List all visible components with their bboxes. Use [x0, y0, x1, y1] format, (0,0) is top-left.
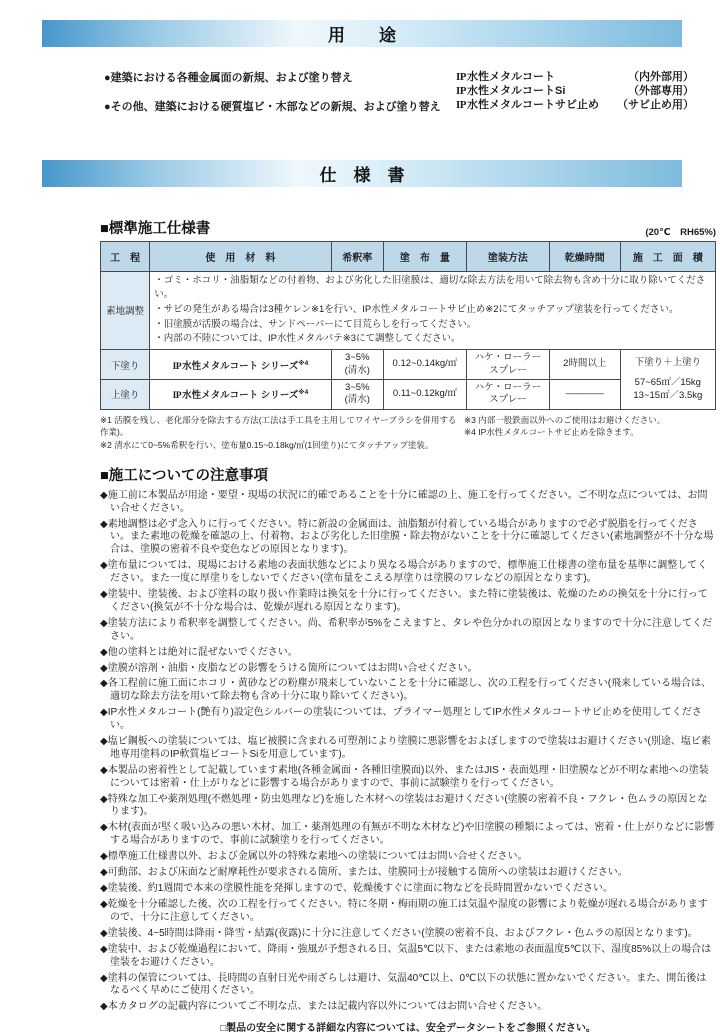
- col-header-coverage: 塗 布 量: [383, 241, 466, 271]
- product-row: [456, 71, 694, 85]
- dilution-cell: 3~5% (清水): [331, 350, 383, 380]
- prep-line: ・旧塗膜が活膜の場合は、サンドペーパーにて目荒らしを行ってください。: [154, 318, 477, 330]
- material-cell: IP水性メタルコート シリーズ$^{※4}$: [150, 350, 331, 380]
- coverage-area-cell: [620, 350, 715, 409]
- usage-section: [104, 71, 720, 130]
- dilution-cell: 3~5% (清水): [331, 379, 383, 409]
- precaution-item: ◆塗装後、約1週間で本来の塗膜性能を発揮しますので、乾燥後すぐに塗面に物などを長時間置かないでください。: [100, 883, 614, 895]
- precaution-item: ◆IP水性メタルコート(艶有り)設定色シルバーの塗装については、プライマー処理としてIP水性メタルコートサビ止めを使用してください。: [100, 707, 702, 732]
- footnote-ref: ※4: [298, 389, 309, 397]
- spec-heading-row: [100, 217, 716, 238]
- col-header-drying: 乾燥時間: [549, 241, 620, 271]
- prep-line: ・サビの発生がある場合は3種ケレン※1を行い、IP水性メタルコートサビ止め※2にてタッチアップ塗装を行ってください。: [154, 304, 679, 316]
- drying-cell: 2時間以上: [549, 350, 620, 380]
- process-label: 下塗り: [101, 350, 150, 380]
- precaution-item: ◆本製品の密着性として記載しています素地(各種金属面・各種旧塗膜面)以外、またはJIS・表面処理・旧塗膜などが不明な素地への塗装については密着・仕上がりなどに影響する場合がありますので、事前に試験塗りを行ってください。: [100, 764, 709, 789]
- product-category: （サビ止め用）: [617, 98, 694, 111]
- drying-cell: ――――: [549, 379, 620, 409]
- precaution-item: ◆施工前に本製品が用途・要望・現場の状況に的確であることを十分に確認の上、施工を行ってください。ご不明な点については、お問い合せください。: [100, 489, 708, 514]
- footnote-ref: ※4: [298, 359, 309, 367]
- precaution-item: ◆塗装中、および乾燥過程において、降雨・強風が予想される日、気温5℃以下、または素地の表面温度5℃以下、湿度85%以上の場合は塗装をお避けください。: [100, 943, 712, 968]
- usage-bullet-list: [104, 71, 456, 130]
- safety-data-sheet-note: □製品の安全に関する詳細な内容については、安全データシートをご参照ください。: [220, 1023, 596, 1034]
- brand-logo: IP: [456, 84, 466, 97]
- precaution-item: ◆各工程前に施工面にホコリ・黄砂などの粉塵が飛来していないことを十分に確認し、次の工程を行ってください(飛来している場合は、適切な除去方法を用いて除去物も含め十分に取り除いてください)。: [100, 678, 712, 703]
- footnote: ※3 内部一般鉄面以外へのご使用はお避けください。: [464, 414, 666, 425]
- brand-logo: IP: [456, 98, 466, 111]
- usage-section-title: 用 途: [328, 26, 396, 45]
- spec-section-title: 仕 様 書: [319, 165, 405, 185]
- precaution-item: ◆塗膜が溶剤・油脂・皮脂などの影響をうける箇所についてはお問い合せください。: [100, 662, 478, 674]
- footnotes-right: [464, 414, 716, 452]
- table-footnotes: [100, 414, 716, 452]
- precaution-item: ◆素地調整は必ず念入りに行ってください。特に新設の金属面は、油脂類が付着している場合がありますので必ず脱脂を行ってください。また素地の乾燥を確認の上、付着物、および劣化した旧塗膜・除去物がないことを十分に確認してください(素地調整が不十分な場合は、塗膜の密着不良や変色などの原因となります)。: [100, 518, 714, 556]
- spec-section: [100, 217, 716, 1034]
- surface-prep-instructions: [150, 271, 716, 350]
- precautions-heading: ■施工についての注意事項: [100, 467, 268, 484]
- precautions-list: [100, 490, 716, 1014]
- undercoat-row: [101, 350, 716, 380]
- usage-section-bar: [42, 20, 682, 47]
- spec-table: [100, 241, 716, 410]
- product-category: （外部専用）: [628, 84, 694, 97]
- method-cell: ハケ・ローラー スプレー: [466, 350, 549, 380]
- product-category: （内外部用）: [628, 71, 694, 83]
- precaution-item: ◆木材(表面が堅く吸い込みの悪い木材、加工・薬剤処理の有無が不明な木材など)や旧塗膜の種類によっては、密着・仕上がりなどに影響する場合がありますので、事前に試験塗りを行ってください。: [100, 822, 715, 847]
- precaution-item: ◆標準施工仕様書以外、および金属以外の特殊な素地への塗装についてはお問い合せください。: [100, 851, 528, 863]
- brand-logo: IP: [456, 71, 466, 83]
- footnote: ※4 IP水性メタルコートサビ止めを除きます。: [464, 427, 639, 438]
- usage-bullet: ●建築における各種金属面の新規、および塗り替え: [104, 72, 353, 84]
- area-line: 13~15㎡／3.5kg: [633, 389, 703, 401]
- col-header-area: 施 工 面 積: [620, 241, 715, 271]
- product-name: IP水性メタルコートサビ止め: [456, 98, 599, 111]
- prep-line: ・内部の不陸については、IP水性メタルパテ※3にて調整してください。: [154, 333, 461, 345]
- brand-logo: IP: [172, 391, 182, 402]
- coverage-cell: 0.12~0.14kg/㎡: [383, 350, 466, 380]
- footnote: ※2 清水にて0~5%希釈を行い、塗布量0.15~0.18kg/㎡(1回塗り)にてタッチアップ塗装。: [100, 440, 434, 451]
- precaution-item: ◆塗料の保管については、長時間の直射日光や雨ざらしは避け、気温40℃以上、0℃以下の状態に置かないでください。また、開缶後はなるべく早めにご使用ください。: [100, 972, 707, 997]
- usage-bullet: ●その他、建築における硬質塩ビ・木部などの新規、および塗り替え: [104, 101, 441, 114]
- prep-line: ・ゴミ・ホコリ・油脂類などの付着物、および劣化した旧塗膜は、適切な除去方法を用いて除去物も含め十分に取り除いてください。: [154, 274, 706, 301]
- precaution-item: ◆塗装中、塗装後、および塗料の取り扱い作業時は換気を十分に行ってください。また特に塗装後は、乾燥のための換気を十分に行ってください(換気が不十分な場合は、乾燥が遅れる原因となります)。: [100, 588, 708, 613]
- col-header-dilution: 希釈率: [331, 241, 383, 271]
- coverage-cell: 0.11~0.12kg/㎡: [383, 379, 466, 409]
- area-line: 57~65㎡／15kg: [634, 377, 701, 389]
- surface-prep-row: [101, 271, 716, 350]
- spec-table-header-row: [101, 241, 716, 271]
- col-header-material: 使 用 材 料: [150, 241, 331, 271]
- precaution-item: ◆本カタログの記載内容についてご不明な点、または記載内容以外についてはお問い合せください。: [100, 1001, 548, 1013]
- precaution-item: ◆乾燥を十分確認した後、次の工程を行ってください。特に冬期・梅雨期の施工は気温や湿度の影響により乾燥が遅れる場合がありますので、十分に注意してください。: [100, 899, 708, 923]
- area-line: 下塗り＋上塗り: [634, 356, 702, 368]
- col-header-process: 工 程: [101, 241, 150, 271]
- precaution-item: ◆特殊な加工や薬剤処理(不燃処理・防虫処理など)を施した木材への塗装はお避けください(塗膜の密着不良・フクレ・色ムラの原因となります)。: [100, 793, 708, 818]
- test-condition-note: (20℃ RH65%): [645, 226, 716, 238]
- precaution-item: ◆塩ビ鋼板への塗装については、塩ビ被膜に含まれる可塑剤により塗膜に悪影響をおよぼしますので塗装はお避けください(別途、塩ビ素地専用塗料のIP軟質塩ビコートSiを用意しています)。: [100, 736, 711, 760]
- process-label: 上塗り: [101, 379, 150, 409]
- product-name: IP水性メタルコートSi: [456, 84, 566, 97]
- spec-heading: ■標準施工仕様書: [100, 220, 211, 237]
- brand-logo: IP: [172, 361, 182, 372]
- footnote: ※1 活膜を残し、老化部分を除去する方法(工法は手工具を主用してワイヤーブラシを併用する作業)。: [100, 414, 457, 438]
- process-label: 素地調整: [101, 271, 150, 350]
- product-name: IP水性メタルコート: [456, 71, 555, 83]
- product-row: [456, 99, 694, 113]
- spec-section-bar: [42, 160, 682, 187]
- product-row: [456, 85, 694, 99]
- footnotes-left: [100, 414, 464, 452]
- material-cell: IP水性メタルコート シリーズ$^{※4}$: [150, 379, 331, 409]
- precaution-item: ◆塗装方法により希釈率を調整してください。尚、希釈率が5%をこえますと、タレや色分かれの原因となりますので十分に注意してください。: [100, 617, 713, 642]
- product-list: [456, 71, 694, 113]
- precaution-item: ◆可動部、および床面など耐摩耗性が要求される箇所、または、塗膜同士が接触する箇所への塗装はお避けください。: [100, 867, 628, 879]
- precaution-item: ◆塗布量については、現場における素地の表面状態などにより異なる場合がありますので、標準施工仕様書の塗布量を基準に調整してください。また一度に厚塗りをしないでください(塗布量をこえる厚塗りは塗膜のワレなどの原因となります)。: [100, 560, 708, 584]
- method-cell: ハケ・ローラー スプレー: [466, 379, 549, 409]
- precaution-item: ◆他の塗料とは絶対に混ぜないでください。: [100, 646, 298, 658]
- col-header-method: 塗装方法: [466, 241, 549, 271]
- precaution-item: ◆塗装後、4~5時間は降雨・降雪・結露(夜露)に十分に注意してください(塗膜の密着不良、およびフクレ・色ムラの原因となります)。: [100, 927, 698, 939]
